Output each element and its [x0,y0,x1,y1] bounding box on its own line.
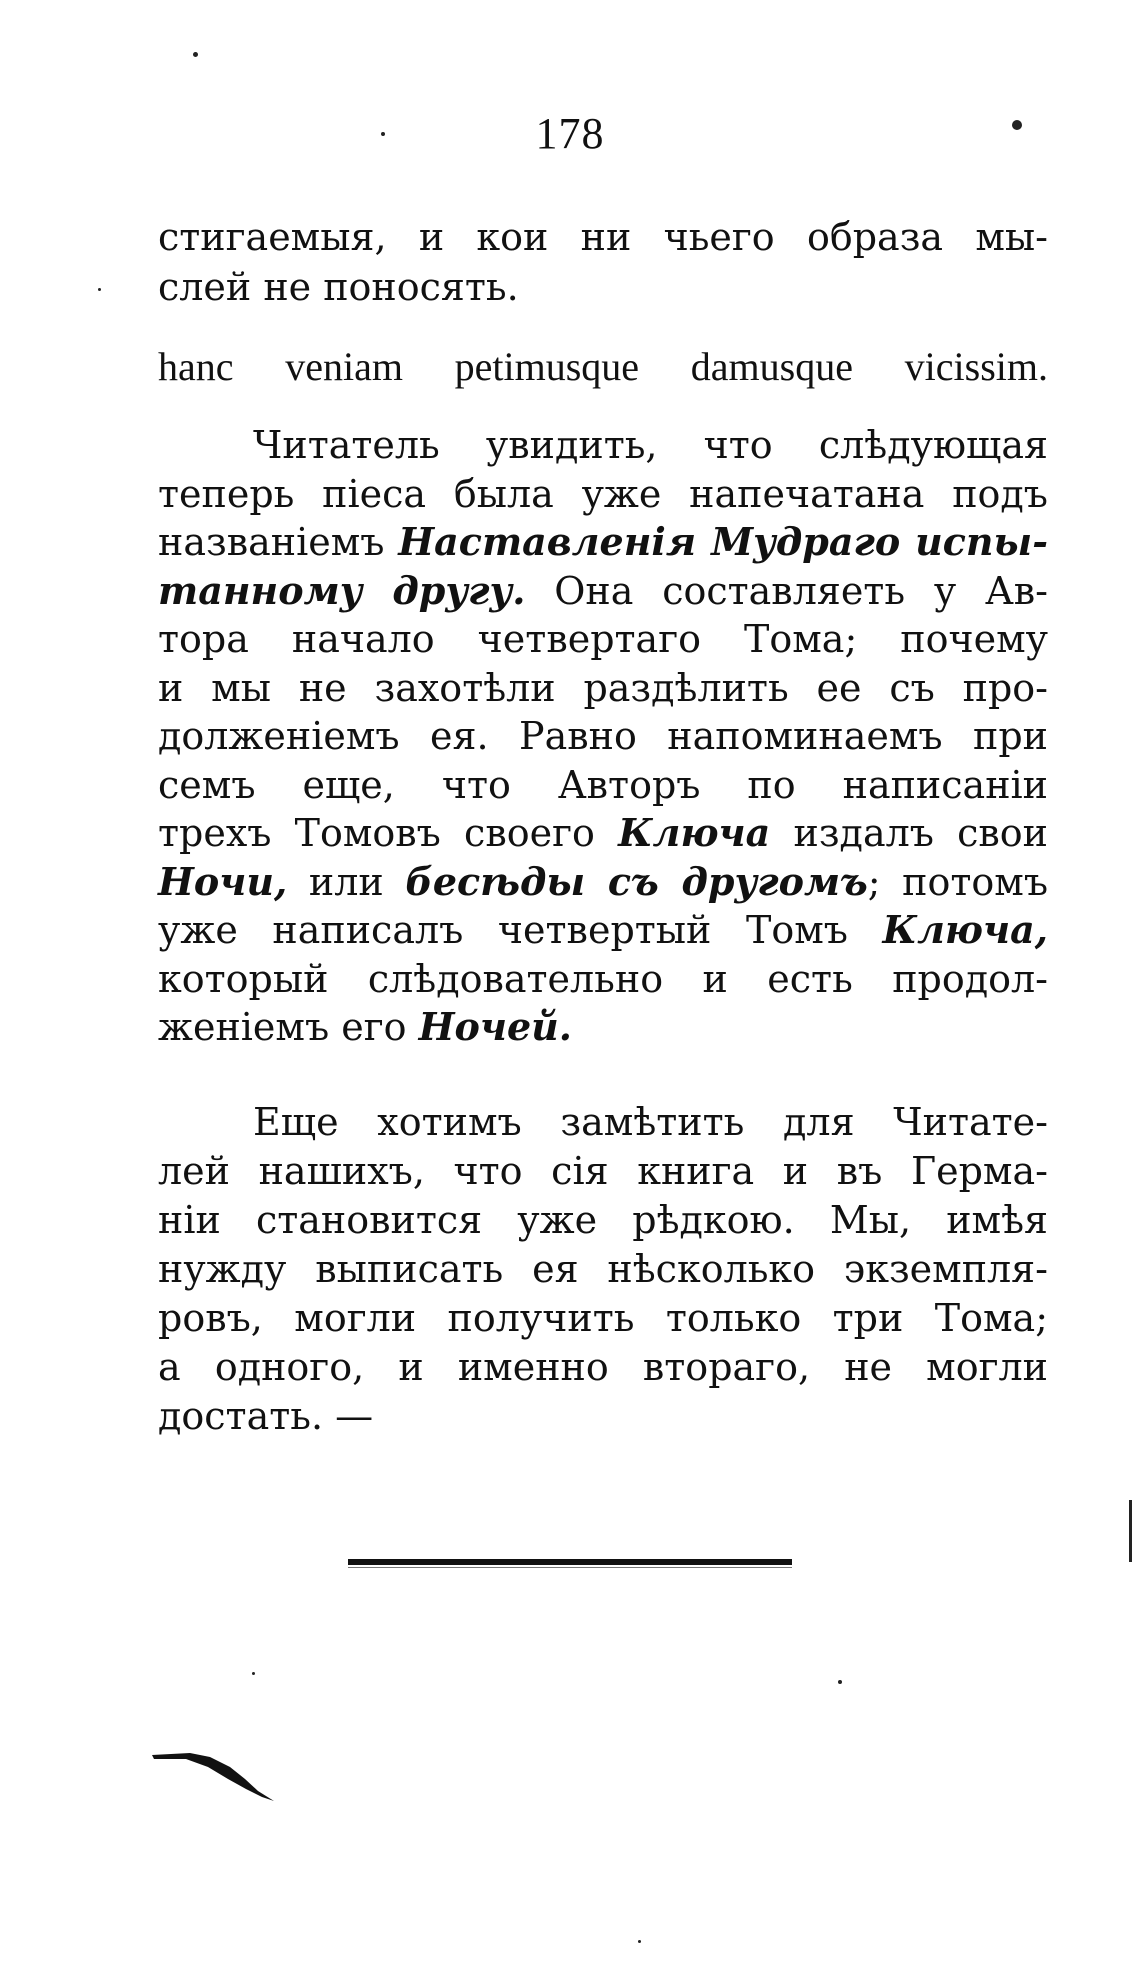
ink-blot [150,1745,280,1805]
text-line [158,760,1048,810]
paper-speck [838,1680,842,1684]
text-line: стигаемыя, и кои ни чьего образа мы- [158,215,1048,259]
text-line [158,711,1048,761]
italic-title: танному другу. [158,568,526,613]
text-run: теперь піеса была уже напечатана подъ [158,472,1048,516]
closing-rule [348,1559,792,1565]
italic-title: Ключа, [882,907,1048,952]
text-run: Она составляеть у Ав- [525,569,1048,613]
text-line: ніи становится уже рѣдкою. Мы, имѣя [158,1198,1048,1242]
paper-speck [1012,120,1022,130]
text-run: тора начало четвертаго Тома; почему [158,617,1048,661]
text-line: нужду выписать ея нѣсколько экземпля- [158,1247,1048,1291]
text-run: который слѣдовательно и есть продол- [158,957,1048,1001]
text-run: семъ еще, что Авторъ по написаніи [158,763,1048,807]
text-line [253,420,1048,470]
paper-speck [193,52,198,57]
text-line: достать. — [158,1394,374,1438]
latin-quotation: hanc veniam petimusque damusque vicissim. [158,344,1048,389]
italic-title: Ночи, [158,859,288,904]
text-line [158,1002,1048,1052]
text-line [158,905,1048,955]
text-line [158,517,1048,567]
text-run: уже написалъ четвертый Томъ [158,908,883,952]
text-line [158,808,1048,858]
paper-speck [252,1672,255,1675]
text-line [158,614,1048,664]
text-line [158,663,1048,713]
closing-rule-shadow [348,1567,792,1568]
text-line: Еще хотимъ замѣтить для Читате- [253,1100,1048,1144]
italic-title: Ключа [618,810,771,855]
page-number: 178 [535,109,605,158]
scan-edge-mark [1129,1500,1132,1562]
text-run: или [287,860,406,904]
text-line: лей нашихъ, что сія книга и въ Герма- [158,1149,1048,1193]
text-run: Читатель увидить, что слѣдующая [253,423,1048,467]
text-line: ровъ, могли получить только три Тома; [158,1296,1048,1340]
italic-title: Ночей. [418,1004,573,1049]
text-run: трехъ Томовъ своего [158,811,619,855]
text-line [158,469,1048,519]
paper-speck [638,1940,641,1943]
italic-title: бесѣды съ другомъ [405,859,868,904]
paper-speck [381,132,385,136]
text-line [158,954,1048,1004]
text-run: ; потомъ [867,860,1048,904]
italic-title: Наставленія Мудраго испы- [398,519,1048,564]
text-run: долженіемъ ея. Равно напоминаемъ при [158,714,1048,758]
text-line: а одного, и именно втораго, не могли [158,1345,1048,1389]
text-line [158,566,1048,616]
text-line: слей не поносять. [158,265,519,309]
text-run: названіемъ [158,520,399,564]
text-run: и мы не захотѣли раздѣлить ее съ про- [158,666,1048,710]
text-run: женіемъ его [158,1005,419,1049]
paper-speck [98,288,101,291]
text-line [158,857,1048,907]
text-run: издалъ свои [770,811,1048,855]
